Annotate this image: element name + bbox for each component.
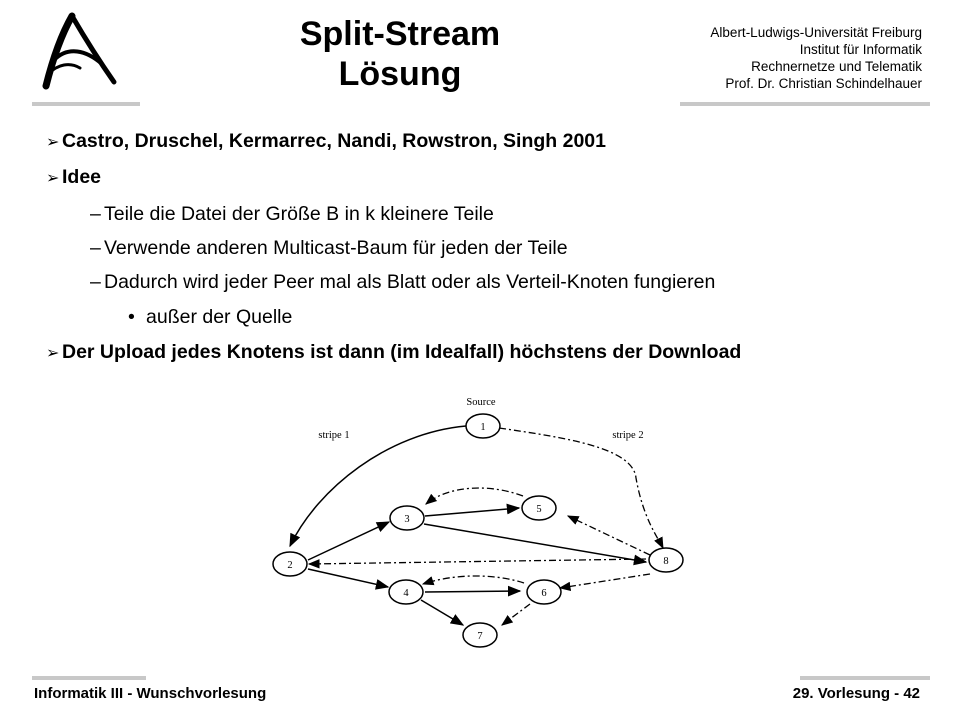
dash-bullet-icon: – xyxy=(90,271,101,293)
bullet-text: außer der Quelle xyxy=(146,306,293,328)
header-rule-left xyxy=(32,102,140,106)
title-line-2: Lösung xyxy=(338,55,462,93)
node-2-label: 2 xyxy=(287,560,293,571)
footer-rule-left xyxy=(32,676,146,680)
edge-4-6 xyxy=(425,591,520,592)
splitstream-diagram xyxy=(238,378,704,660)
edge-2-4 xyxy=(308,569,388,587)
stripe1-label: stripe 1 xyxy=(318,430,350,441)
footer-rule-right xyxy=(800,676,930,680)
edge-6-7 xyxy=(502,604,530,625)
bullet-idee xyxy=(46,166,101,189)
arrow-bullet-icon: ➢ xyxy=(46,170,60,187)
bullet-text: Idee xyxy=(62,166,102,188)
sub-bullet xyxy=(90,237,568,260)
stripe2-label: stripe 2 xyxy=(612,430,644,441)
institution-line: Prof. Dr. Christian Schindelhauer xyxy=(725,76,922,91)
footer-page: 29. Vorlesung - 42 xyxy=(792,685,920,702)
sub-sub-bullet xyxy=(128,306,292,329)
node-6-label: 6 xyxy=(541,588,547,599)
footer-course: Informatik III - Wunschvorlesung xyxy=(34,685,267,702)
bullet-authors xyxy=(46,130,606,153)
institution-line: Rechnernetze und Telematik xyxy=(751,59,922,74)
edge-1-2 xyxy=(290,426,466,546)
edge-8-6 xyxy=(560,574,650,588)
arrow-bullet-icon: ➢ xyxy=(46,134,60,151)
dash-bullet-icon: – xyxy=(90,203,101,225)
node-4-label: 4 xyxy=(403,588,409,599)
edge-5-3 xyxy=(426,488,523,504)
bullet-text: Castro, Druschel, Kermarrec, Nandi, Rowstron, Singh 2001 xyxy=(62,130,606,152)
header-rule-right xyxy=(680,102,930,106)
institution-line: Albert-Ludwigs-Universität Freiburg xyxy=(710,25,922,40)
bullet-text: Dadurch wird jeder Peer mal als Blatt oder als Verteil-Knoten fungieren xyxy=(104,271,716,293)
edge-8-5 xyxy=(568,516,650,555)
institution-line: Institut für Informatik xyxy=(799,42,922,57)
sub-bullet xyxy=(90,271,715,294)
title-line-1: Split-Stream xyxy=(299,15,501,53)
bullet-text: Verwende anderen Multicast-Baum für jeden der Teile xyxy=(104,237,568,259)
sub-bullet xyxy=(90,203,494,226)
university-logo xyxy=(40,12,120,92)
bullet-text: Teile die Datei der Größe B in k kleinere Teile xyxy=(104,203,494,225)
arrow-bullet-icon: ➢ xyxy=(46,345,60,362)
bullet-upload xyxy=(46,341,741,364)
edge-3-5 xyxy=(425,508,519,516)
bullet-text: Der Upload jedes Knotens ist dann (im Idealfall) höchstens der Download xyxy=(62,341,742,363)
node-8-label: 8 xyxy=(663,556,669,567)
slide-title xyxy=(250,14,550,94)
edge-2-3 xyxy=(308,522,389,560)
dash-bullet-icon: – xyxy=(90,237,101,259)
institution-block xyxy=(710,24,922,92)
node-3-label: 3 xyxy=(404,514,410,525)
dot-bullet-icon: • xyxy=(128,306,135,328)
source-label: Source xyxy=(466,397,496,408)
edge-1-8 xyxy=(499,428,663,548)
edge-3-8 xyxy=(424,524,646,562)
edge-4-7 xyxy=(421,600,463,625)
edge-8-2 xyxy=(309,559,646,564)
edge-6-4 xyxy=(423,576,524,584)
node-5-label: 5 xyxy=(536,504,542,515)
node-7-label: 7 xyxy=(477,631,483,642)
node-1-label: 1 xyxy=(480,422,486,433)
